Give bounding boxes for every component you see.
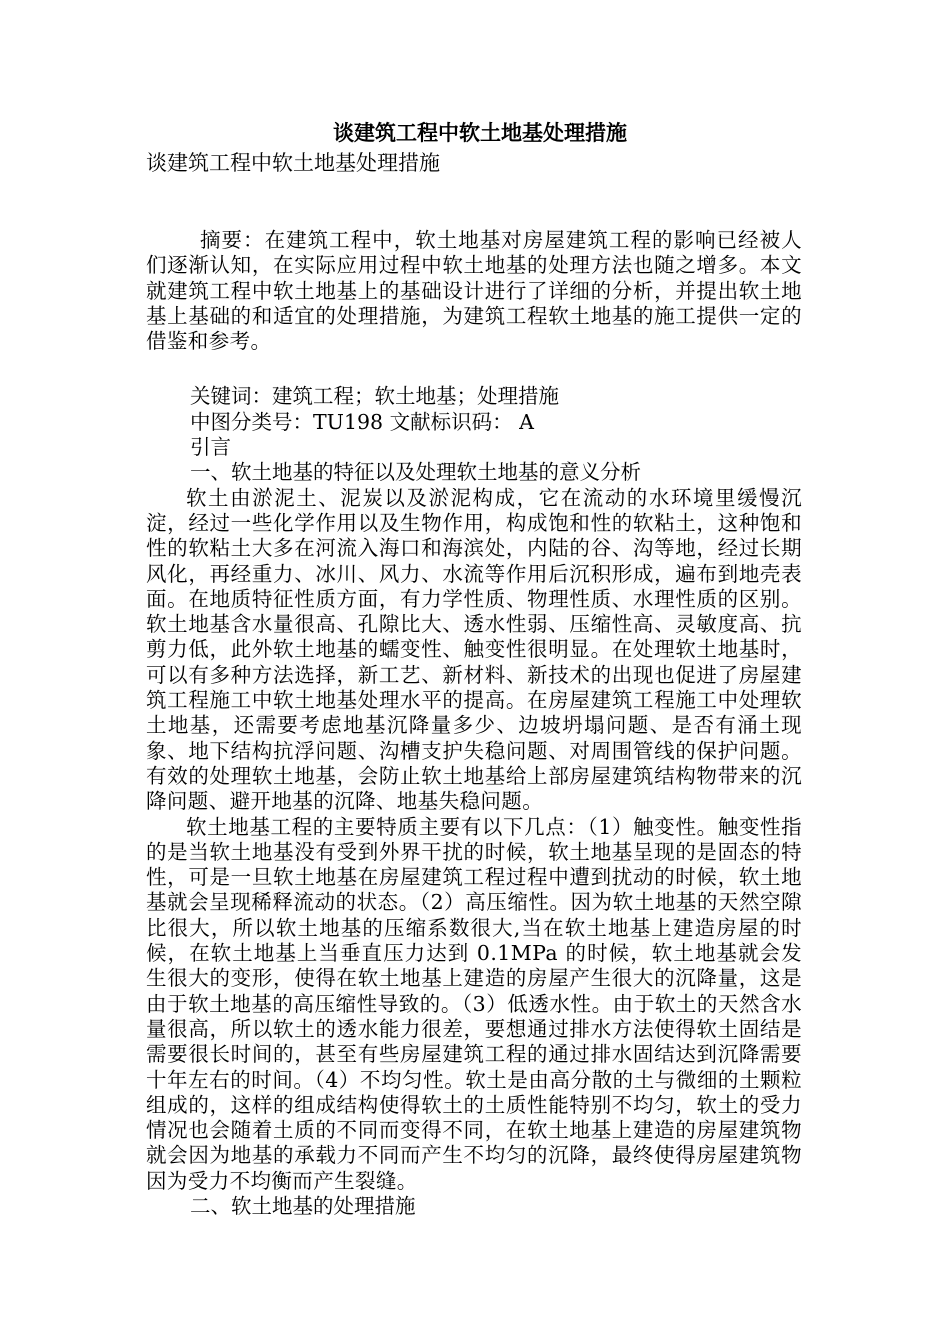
document-title: 谈建筑工程中软土地基处理措施 <box>333 120 627 145</box>
keywords-line: 关键词：建筑工程；软土地基；处理措施 <box>190 384 559 409</box>
section1-paragraph-1: 软土由淤泥土、泥炭以及淤泥构成，它在流动的水环境里缓慢沉淀，经过一些化学作用以及生物作用，构成饱和性的软粘土，这种饱和性的软粘土大多在河流入海口和海滨处，内陆的谷、沟等地，经过长期风化，再经重力、冰川、风力、水流等作用后沉积形成，遍布到地壳表面。在地质特征性质方面，有力学性质、物理性质、水理性质的区别。软土地基含水量很高、孔隙比大、透水性弱、压缩性高、灵敏度高、抗剪力低，此外软土地基的蠕变性、触变性很明显。在处理软土地基时，可以有多种方法选择，新工艺、新材料、新技术的出现也促进了房屋建筑工程施工中软土地基处理水平的提高。在房屋建筑工程施工中处理软土地基，还需要考虑地基沉降量多少、边坡坍塌问题、是否有涌土现象、地下结构抗浮问题、沟槽支护失稳问题、对周围管线的保护问题。有效的处理软土地基，会防止软土地基给上部房屋建筑结构物带来的沉降问题、避开地基的沉降、地基失稳问题。 <box>146 485 802 814</box>
spacer <box>146 178 802 228</box>
section1-paragraph-2: 软土地基工程的主要特质主要有以下几点：（1）触变性。触变性指的是当软土地基没有受到外界干扰的时候，软土地基呈现的是固态的特性，可是一旦软土地基在房屋建筑工程过程中遭到扰动的时候，软土地基就会呈现稀释流动的状态。（2）高压缩性。因为软土地基的天然空隙比很大，所以软土地基的压缩系数很大,当在软土地基上建造房屋的时候，在软土地基上当垂直压力达到 0.1MPa 的时候，软土地基就会发生很大的变形，使得在软土地基上建造的房屋产生很大的沉降量，这是由于软土地基的高压缩性导致的。（3）低透水性。由于软土的天然含水量很高，所以软土的透水能力很差，要想通过排水方法使得软土固结是需要很长时间的，甚至有些房屋建筑工程的通过排水固结达到沉降需要十年左右的时间。（4）不均匀性。软土是由高分散的土与微细的土颗粒组成的，这样的组成结构使得软土的土质性能特别不均匀，软土的受力情况也会随着土质的不同而变得不同，在软土地基上建造的房屋建筑物就会因为地基的承载力不同而产生不均匀的沉降，最终使得房屋建筑物因为受力不均衡而产生裂缝。 <box>146 814 802 1193</box>
section2-heading: 二、软土地基的处理措施 <box>190 1193 416 1218</box>
abstract-paragraph: 摘要：在建筑工程中，软土地基对房屋建筑工程的影响已经被人们逐渐认知，在实际应用过程中软土地基的处理方法也随之增多。本文就建筑工程中软土地基上的基础设计进行了详细的分析，并提出软土地基上基础的和适宜的处理措施，为建筑工程软土地基的施工提供一定的借鉴和参考。 <box>146 228 802 354</box>
document-page <box>146 118 802 1219</box>
section1-heading: 一、软土地基的特征以及处理软土地基的意义分析 <box>190 460 641 485</box>
document-subtitle: 谈建筑工程中软土地基处理措施 <box>146 151 440 175</box>
classification-line: 中图分类号：TU198 文献标识码： A <box>190 409 534 434</box>
spacer <box>146 354 802 384</box>
intro-heading: 引言 <box>190 435 231 460</box>
